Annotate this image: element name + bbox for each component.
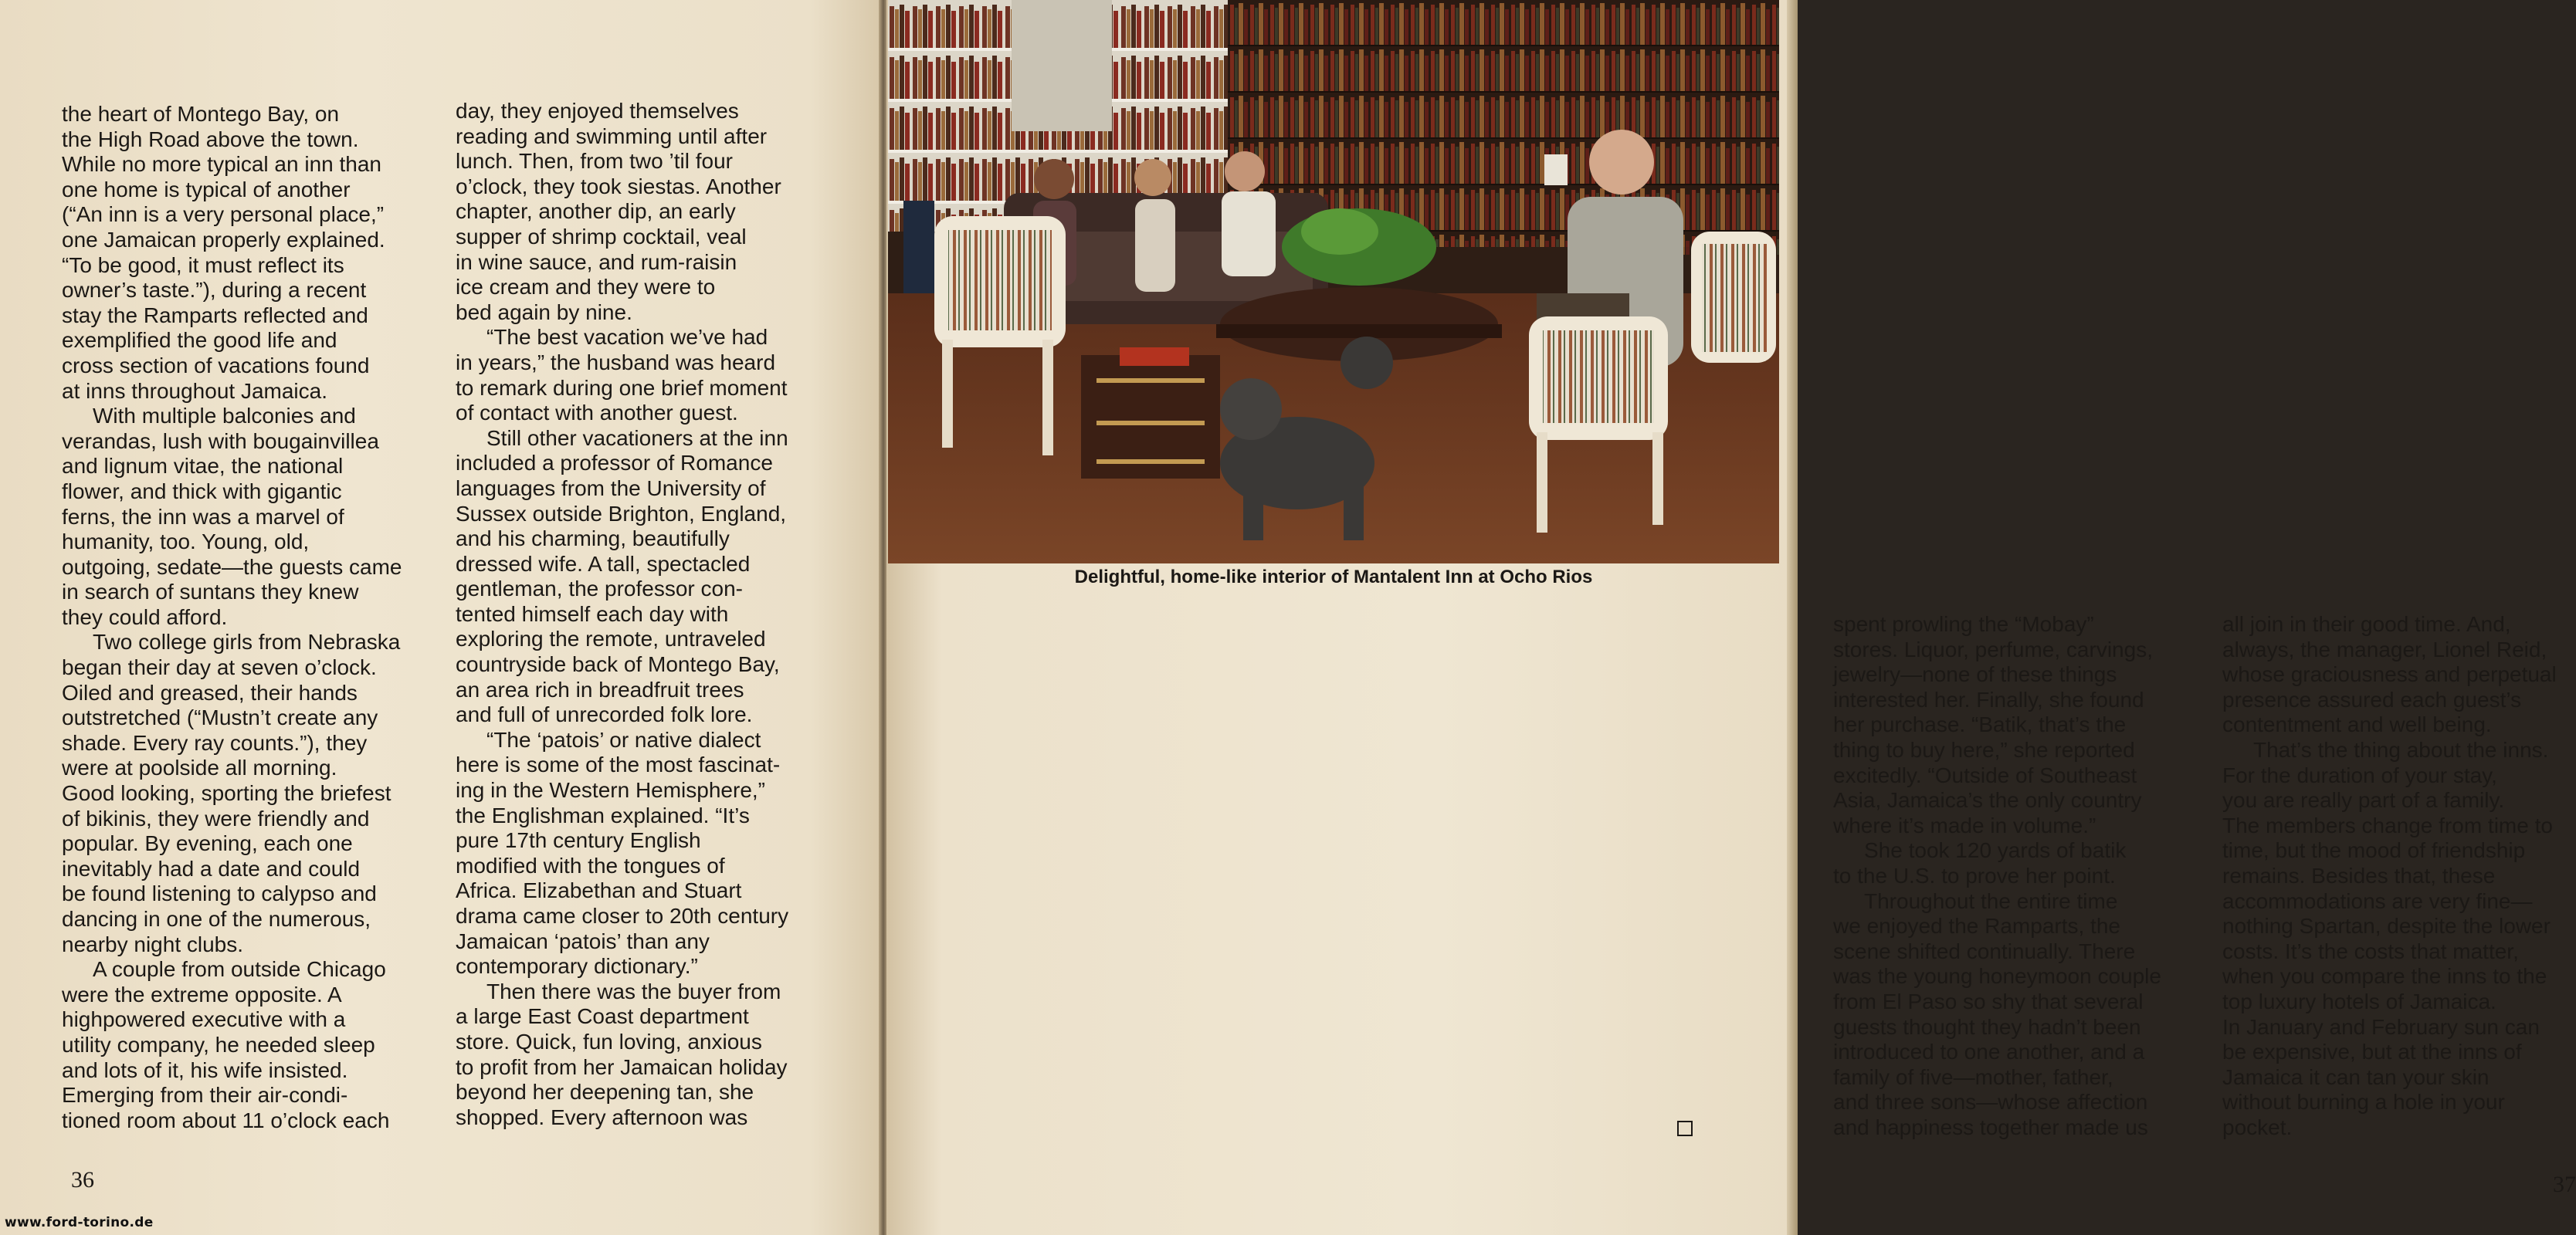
text-line: was the young honeymoon couple	[1833, 964, 2161, 989]
text-line: Oiled and greased, their hands	[62, 680, 358, 705]
text-line: contentment and well being.	[2222, 712, 2492, 737]
text-line: of bikinis, they were friendly and	[62, 806, 370, 831]
text-line: one Jamaican properly explained.	[62, 227, 385, 252]
text-line: without burning a hole in your	[2222, 1090, 2505, 1115]
text-line: family of five—mother, father,	[1833, 1064, 2113, 1089]
text-line: Good looking, sporting the briefest	[62, 781, 391, 806]
text-line: reading and swimming until after	[456, 124, 768, 148]
text-line: The members change from time to	[2222, 813, 2553, 837]
text-line: flower, and thick with gigantic	[62, 479, 342, 503]
text-line: time, but the mood of friendship	[2222, 838, 2526, 863]
text-line: “The best vacation we’ve had	[486, 325, 768, 350]
page-number-left: 36	[71, 1167, 94, 1193]
text-line: beyond her deepening tan, she	[456, 1080, 754, 1105]
text-line: lunch. Then, from two ’til four	[456, 149, 733, 174]
text-line: were at poolside all morning.	[62, 756, 337, 780]
text-line: to the U.S. to prove her point.	[1833, 863, 2116, 888]
text-line: owner’s taste.”), during a recent	[62, 278, 367, 303]
text-line: countryside back of Montego Bay,	[456, 652, 780, 677]
photo-caption: Delightful, home-like interior of Mantalent Inn at Ocho Rios	[1074, 567, 1593, 587]
text-line: popular. By evening, each one	[62, 831, 353, 856]
text-line: top luxury hotels of Jamaica.	[2222, 989, 2496, 1013]
text-line: and his charming, beautifully	[456, 526, 730, 551]
text-line: introduced to one another, and a	[1833, 1040, 2145, 1064]
text-line: Throughout the entire time	[1864, 888, 2118, 913]
text-line: She took 120 yards of batik	[1864, 838, 2127, 863]
text-line: all join in their good time. And,	[2222, 612, 2511, 636]
text-line: presence assured each guest’s	[2222, 687, 2522, 712]
text-line: stay the Ramparts reflected and	[62, 303, 368, 327]
text-line: to profit from her Jamaican holiday	[456, 1054, 788, 1079]
text-line: a large East Coast department	[456, 1004, 749, 1029]
text-line: her purchase. “Batik, that’s the	[1833, 712, 2127, 737]
text-line: excitedly. “Outside of Southeast	[1833, 763, 2137, 787]
text-line: supper of shrimp cocktail, veal	[456, 224, 747, 249]
text-line: and lignum vitae, the national	[62, 454, 344, 479]
text-line: in years,” the husband was heard	[456, 350, 776, 374]
text-line: whose graciousness and perpetual	[2222, 662, 2557, 687]
text-line: store. Quick, fun loving, anxious	[456, 1029, 762, 1054]
text-line: included a professor of Romance	[456, 451, 773, 475]
text-line: outgoing, sedate—the guests came	[62, 554, 402, 579]
text-line: modified with the tongues of	[456, 853, 725, 878]
text-line: ferns, the inn was a marvel of	[62, 504, 344, 529]
text-line: when you compare the inns to the	[2222, 964, 2547, 989]
page-number-right: 37	[2553, 1172, 2576, 1197]
text-line: humanity, too. Young, old,	[62, 530, 310, 554]
text-line: In January and February sun can	[2222, 1014, 2540, 1039]
text-line: Two college girls from Nebraska	[93, 630, 401, 655]
text-line: jewelry—none of these things	[1833, 662, 2117, 687]
text-line: exemplified the good life and	[62, 328, 337, 353]
text-line: we enjoyed the Ramparts, the	[1833, 914, 2120, 939]
text-line: nothing Spartan, despite the lower	[2222, 914, 2551, 939]
text-line: languages from the University of	[456, 475, 766, 500]
article-column-4	[2222, 612, 2557, 1140]
text-line: Jamaica it can tan your skin	[2222, 1064, 2490, 1089]
text-line: guests thought they hadn’t been	[1833, 1014, 2141, 1039]
text-line: and lots of it, his wife insisted.	[62, 1057, 348, 1082]
text-line: Still other vacationers at the inn	[486, 425, 788, 450]
text-line: the High Road above the town.	[62, 127, 359, 151]
text-line: highpowered executive with a	[62, 1007, 346, 1032]
text-line: spent prowling the “Mobay”	[1833, 612, 2094, 636]
text-line: “To be good, it must reflect its	[62, 252, 344, 277]
text-line: nearby night clubs.	[62, 932, 244, 956]
text-line: in search of suntans they knew	[62, 580, 359, 604]
text-line: dressed wife. A tall, spectacled	[456, 551, 751, 576]
text-line: were the extreme opposite. A	[62, 982, 342, 1007]
text-line: the Englishman explained. “It’s	[456, 803, 750, 827]
text-line: always, the manager, Lionel Reid,	[2222, 637, 2547, 661]
text-line: gentleman, the professor con-	[456, 577, 743, 601]
inn-interior-photo	[888, 0, 1779, 563]
text-line: and three sons—whose affection	[1833, 1090, 2148, 1115]
text-line: drama came closer to 20th century	[456, 904, 789, 928]
text-line: dancing in one of the numerous,	[62, 907, 371, 931]
text-line: remains. Besides that, these	[2222, 863, 2496, 888]
text-line: outstretched (“Mustn’t create any	[62, 705, 378, 730]
text-line: the heart of Montego Bay, on	[62, 102, 340, 126]
text-line: costs. It’s the costs that matter,	[2222, 939, 2519, 963]
text-line: to remark during one brief moment	[456, 375, 788, 400]
text-line: stores. Liquor, perfume, carvings,	[1833, 637, 2153, 661]
text-line: of contact with another guest.	[456, 401, 738, 425]
text-line: tented himself each day with	[456, 601, 729, 626]
text-line: pure 17th century English	[456, 828, 701, 853]
text-line: here is some of the most fascinat-	[456, 753, 781, 777]
text-line: thing to buy here,” she reported	[1833, 737, 2135, 762]
text-line: shopped. Every afternoon was	[456, 1105, 748, 1129]
article-column-3	[1833, 612, 2161, 1140]
text-line: where it’s made in volume.”	[1833, 813, 2096, 837]
text-line: For the duration of your stay,	[2222, 763, 2497, 787]
page-edge	[1787, 0, 1798, 1235]
text-line: and full of unrecorded folk lore.	[456, 702, 753, 727]
text-line: be found listening to calypso and	[62, 881, 377, 906]
text-line: cross section of vacations found	[62, 353, 370, 377]
text-line: That’s the thing about the inns.	[2253, 737, 2549, 762]
text-line: exploring the remote, untraveled	[456, 627, 766, 651]
text-line: inevitably had a date and could	[62, 856, 361, 881]
text-line: one home is typical of another	[62, 177, 351, 201]
text-line: shade. Every ray counts.”), they	[62, 730, 368, 755]
text-line: day, they enjoyed themselves	[456, 99, 739, 123]
text-line: you are really part of a family.	[2222, 788, 2505, 813]
text-line: contemporary dictionary.”	[456, 954, 698, 979]
text-line: and happiness together made us	[1833, 1115, 2148, 1139]
watermark-url: www.ford-torino.de	[5, 1215, 154, 1230]
article-end-mark-icon	[1677, 1121, 1693, 1136]
text-line: an area rich in breadfruit trees	[456, 677, 744, 702]
text-line: verandas, lush with bougainvillea	[62, 428, 379, 453]
text-line: While no more typical an inn than	[62, 152, 381, 177]
text-line: (“An inn is a very personal place,”	[62, 202, 385, 227]
text-line: ice cream and they were to	[456, 275, 716, 299]
text-line: ing in the Western Hemisphere,”	[456, 778, 765, 803]
text-line: chapter, another dip, an early	[456, 199, 736, 224]
text-line: Jamaican ‘patois’ than any	[456, 929, 710, 953]
text-line: utility company, he needed sleep	[62, 1032, 375, 1057]
text-line: “The ‘patois’ or native dialect	[486, 727, 761, 752]
text-line: scene shifted continually. There	[1833, 939, 2136, 963]
text-line: be expensive, but at the inns of	[2222, 1040, 2522, 1064]
text-line: bed again by nine.	[456, 299, 632, 324]
text-line: from El Paso so shy that several	[1833, 989, 2144, 1013]
text-line: Africa. Elizabethan and Stuart	[456, 878, 742, 903]
text-line: A couple from outside Chicago	[93, 957, 386, 982]
text-line: tioned room about 11 o’clock each	[62, 1108, 390, 1132]
text-line: at inns throughout Jamaica.	[62, 378, 327, 403]
text-line: interested her. Finally, she found	[1833, 687, 2144, 712]
text-line: Then there was the buyer from	[486, 979, 781, 1003]
text-line: Sussex outside Brighton, England,	[456, 501, 787, 526]
text-line: With multiple balconies and	[93, 404, 356, 428]
text-line: pocket.	[2222, 1115, 2293, 1139]
article-column-2	[456, 99, 788, 1130]
article-column-1	[62, 102, 402, 1133]
text-line: o’clock, they took siestas. Another	[456, 174, 781, 198]
text-line: Emerging from their air-condi-	[62, 1083, 348, 1108]
text-line: in wine sauce, and rum-raisin	[456, 249, 737, 274]
text-line: accommodations are very fine—	[2222, 888, 2533, 913]
text-line: they could afford.	[62, 604, 228, 629]
left-page	[0, 0, 880, 1235]
text-line: began their day at seven o’clock.	[62, 655, 377, 680]
text-line: Asia, Jamaica’s the only country	[1833, 788, 2142, 813]
